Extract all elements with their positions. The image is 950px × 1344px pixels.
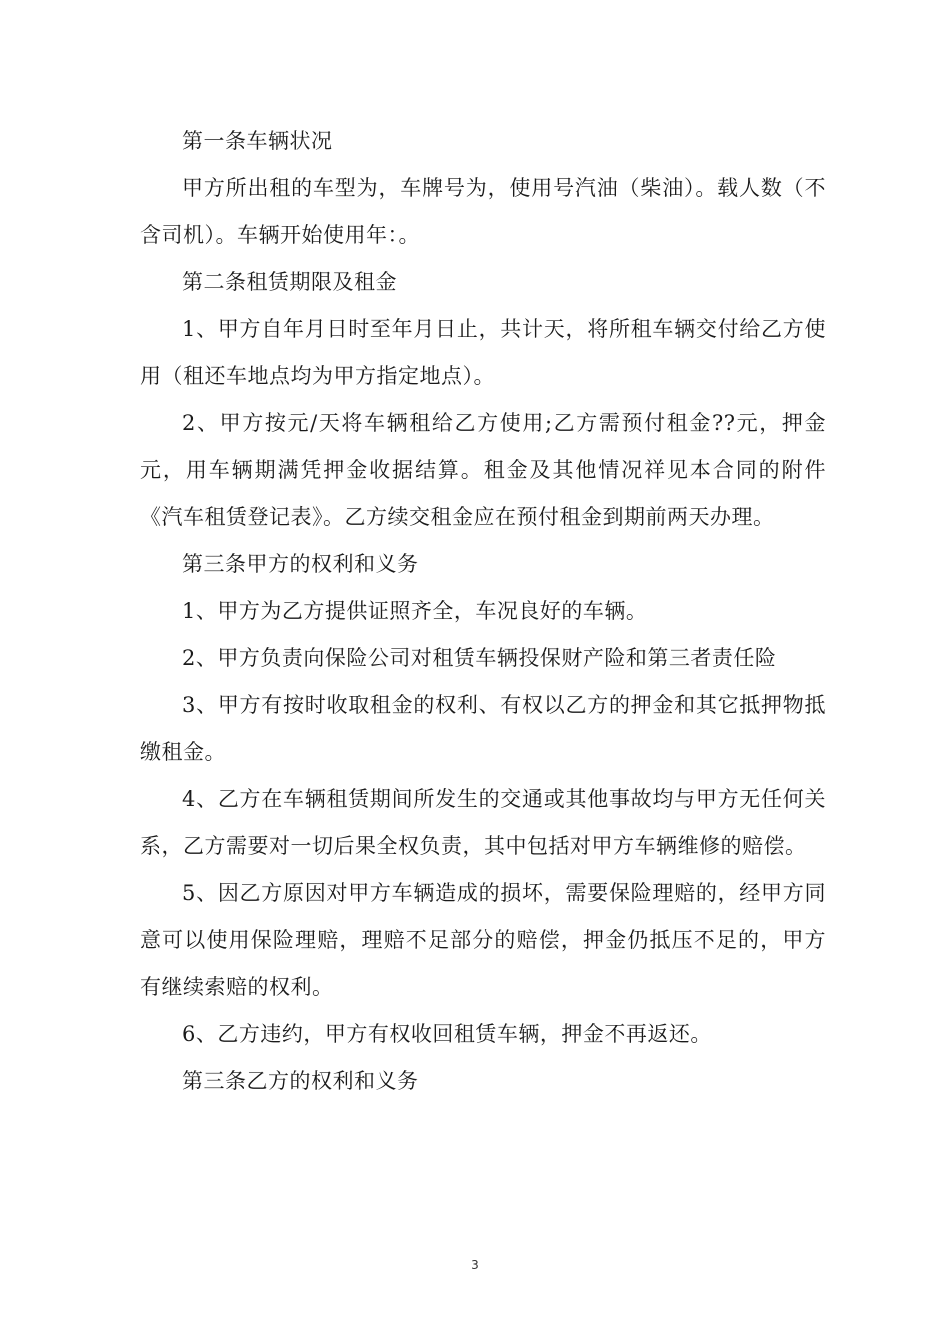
paragraph-party-a-item-3: 3、甲方有按时收取租金的权利、有权以乙方的押金和其它抵押物抵缴租金。	[140, 693, 826, 764]
paragraph-lease-period: 1、甲方自年月日时至年月日止，共计天，将所租车辆交付给乙方使用（租还车地点均为甲方指定地点）。	[140, 317, 826, 388]
paragraph-party-a-item-6: 6、乙方违约，甲方有权收回租赁车辆，押金不再返还。	[182, 1022, 712, 1046]
paragraph-party-a-item-2: 2、甲方负责向保险公司对租赁车辆投保财产险和第三者责任险	[182, 646, 777, 670]
document-body	[140, 118, 826, 1105]
section-heading-vehicle-status: 第一条车辆状况	[182, 129, 333, 153]
paragraph-vehicle-details: 甲方所出租的车型为，车牌号为，使用号汽油（柴油）。载人数（不含司机）。车辆开始使用年：。	[140, 176, 826, 247]
paragraph-party-a-item-1: 1、甲方为乙方提供证照齐全，车况良好的车辆。	[182, 599, 648, 623]
section-heading-party-b-rights: 第三条乙方的权利和义务	[182, 1069, 419, 1093]
paragraph-party-a-item-4: 4、乙方在车辆租赁期间所发生的交通或其他事故均与甲方无任何关系，乙方需要对一切后果全权负责，其中包括对甲方车辆维修的赔偿。	[140, 787, 826, 858]
section-heading-party-a-rights: 第三条甲方的权利和义务	[182, 552, 419, 576]
paragraph-rent-deposit: 2、甲方按元/天将车辆租给乙方使用;乙方需预付租金??元，押金元，用车辆期满凭押金收据结算。租金及其他情况祥见本合同的附件《汽车租赁登记表》。乙方续交租金应在预付租金到期前两天办理。	[140, 411, 826, 529]
page-number: 3	[471, 1258, 479, 1272]
section-heading-lease-term: 第二条租赁期限及租金	[182, 270, 397, 294]
paragraph-party-a-item-5: 5、因乙方原因对甲方车辆造成的损坏，需要保险理赔的，经甲方同意可以使用保险理赔，理赔不足部分的赔偿，押金仍抵压不足的，甲方有继续索赔的权利。	[140, 881, 826, 999]
